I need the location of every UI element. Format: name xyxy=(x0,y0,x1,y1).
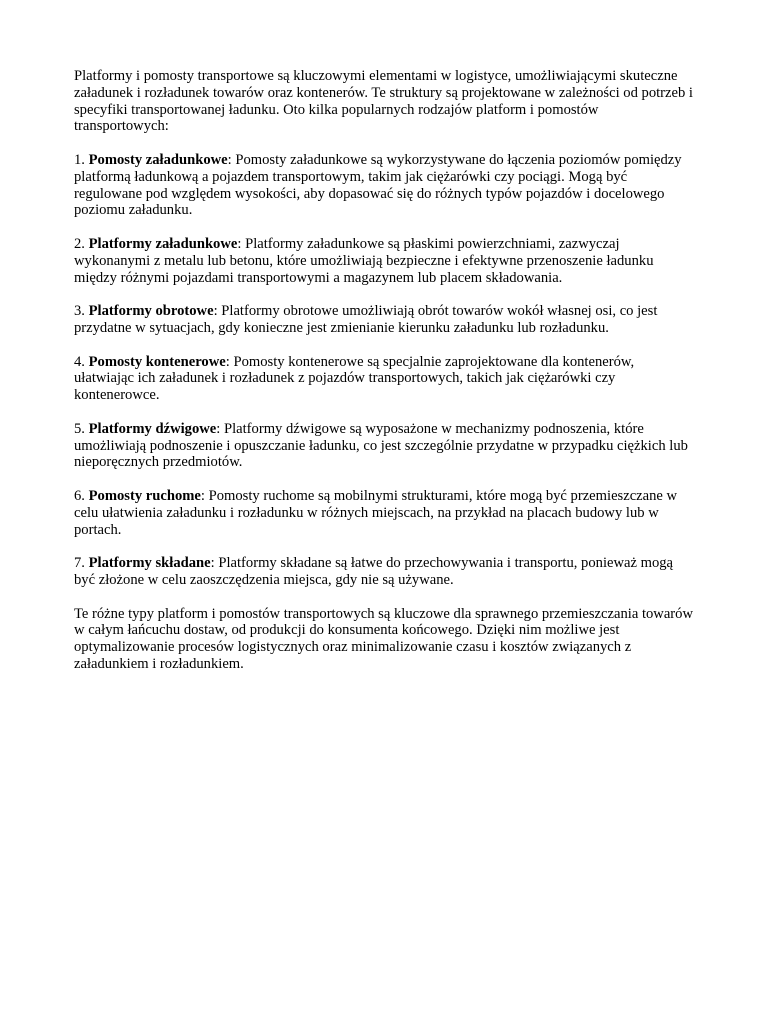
item-term: Platformy załadunkowe xyxy=(88,235,238,252)
conclusion-paragraph: Te różne typy platform i pomostów transportowych są kluczowe dla sprawnego przemieszczania towarów w całym łańcuchu dostaw, od produkcji do konsumenta końcowego. Dzięki nim możliwe jest optymalizowanie procesów logistycznych oraz minimalizowanie czasu i kosztów związanych z załadunkiem i rozładunkiem. xyxy=(74,605,694,672)
list-item-1 xyxy=(74,152,696,219)
list-item-2 xyxy=(74,236,696,286)
item-text: : Pomosty kontenerowe są specjalnie zaprojektowane dla kontenerów, ułatwiając ich załadunek i rozładunek z pojazdów transportowych, takich jak ciężarówki czy kontenerowce. xyxy=(74,353,635,404)
item-term: Platformy dźwigowe xyxy=(88,420,217,437)
item-number: 5. xyxy=(74,420,85,437)
list-item-6 xyxy=(74,488,696,538)
list-item-4 xyxy=(74,354,696,404)
intro-paragraph: Platformy i pomosty transportowe są kluczowymi elementami w logistyce, umożliwiającymi skuteczne załadunek i rozładunek towarów oraz kontenerów. Te struktury są projektowane w zależności od potrzeb i specyfiki transportowanej ładunku. Oto kilka popularnych rodzajów platform i pomostów transportowych: xyxy=(74,68,693,135)
item-text: : Platformy załadunkowe są płaskimi powierzchniami, zazwyczaj wykonanymi z metalu lub betonu, które umożliwiają bezpieczne i efektywne przenoszenie ładunku między różnymi pojazdami transportowymi a magazynem lub placem składowania. xyxy=(74,235,654,286)
item-text: : Platformy składane są łatwe do przechowywania i transportu, ponieważ mogą być złożone w celu zaoszczędzenia miejsca, gdy nie są używane. xyxy=(74,555,674,588)
item-number: 2. xyxy=(74,235,85,252)
item-text: : Platformy dźwigowe są wyposażone w mechanizmy podnoszenia, które umożliwiają podnoszenie i opuszczanie ładunku, co jest szczególnie przydatne w przypadku ciężkich lub nieporęcznych przedmiotów. xyxy=(74,420,688,471)
list-item-7 xyxy=(74,555,696,589)
item-term: Pomosty kontenerowe xyxy=(88,353,226,370)
item-term: Pomosty załadunkowe xyxy=(88,151,228,168)
list-item-5 xyxy=(74,421,696,471)
item-text: : Pomosty ruchome są mobilnymi strukturami, które mogą być przemieszczane w celu ułatwienia załadunku i rozładunku w różnych miejscach, na przykład na placach budowy lub w portach. xyxy=(74,487,678,538)
item-text: : Pomosty załadunkowe są wykorzystywane do łączenia poziomów pomiędzy platformą ładunkową a pojazdem transportowym, takim jak ciężarówki czy pociągi. Mogą być regulowane pod względem wysokości, aby dopasować się do różnych typów pojazdów i docelowego poziomu załadunku. xyxy=(74,151,682,219)
item-number: 1. xyxy=(74,151,85,168)
item-number: 4. xyxy=(74,353,85,370)
item-term: Platformy składane xyxy=(88,555,211,572)
item-number: 6. xyxy=(74,487,85,504)
item-term: Pomosty ruchome xyxy=(88,487,201,504)
item-number: 7. xyxy=(74,555,85,572)
item-text: : Platformy obrotowe umożliwiają obrót towarów wokół własnej osi, co jest przydatne w sytuacjach, gdy konieczne jest zmienianie kierunku załadunku lub rozładunku. xyxy=(74,303,658,336)
document-page xyxy=(74,68,696,689)
list-item-3 xyxy=(74,303,696,337)
item-term: Platformy obrotowe xyxy=(88,303,214,320)
item-number: 3. xyxy=(74,303,85,320)
